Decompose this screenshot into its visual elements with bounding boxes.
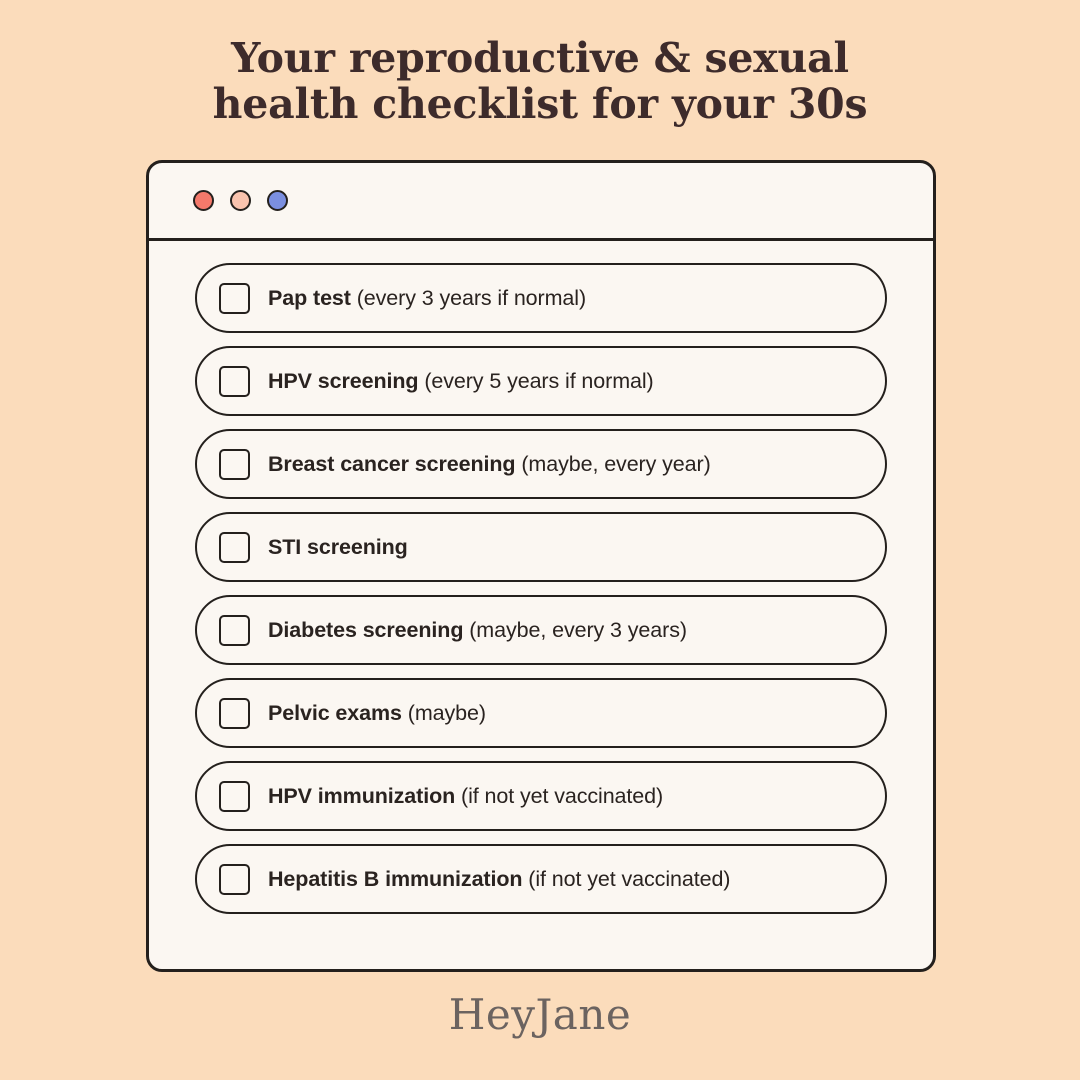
list-item-title: Pelvic exams <box>268 700 402 725</box>
page-title <box>0 36 1080 128</box>
list-item-label <box>268 534 408 561</box>
list-item-title: Diabetes screening <box>268 617 464 642</box>
list-item[interactable] <box>195 346 887 416</box>
page-title-line-2: health checklist for your 30s <box>212 79 868 128</box>
list-item[interactable] <box>195 263 887 333</box>
brand-logo <box>0 990 1080 1039</box>
window-titlebar <box>149 163 933 241</box>
list-item-note: (maybe, every year) <box>515 451 711 476</box>
list-item-title: HPV screening <box>268 368 419 393</box>
checkbox-sti-screening[interactable] <box>219 532 250 563</box>
checkbox-hpv-screening[interactable] <box>219 366 250 397</box>
list-item[interactable] <box>195 595 887 665</box>
list-item[interactable] <box>195 429 887 499</box>
list-item-label <box>268 783 663 810</box>
maximize-dot-icon[interactable] <box>267 190 288 211</box>
list-item-label <box>268 700 486 727</box>
list-item-note: (every 5 years if normal) <box>418 368 654 393</box>
list-item-title: STI screening <box>268 534 408 559</box>
list-item-note: (maybe) <box>401 700 486 725</box>
brand-name-part2: Jane <box>535 990 632 1039</box>
close-dot-icon[interactable] <box>193 190 214 211</box>
checkbox-pap-test[interactable] <box>219 283 250 314</box>
list-item-title: HPV immunization <box>268 783 456 808</box>
list-item[interactable] <box>195 844 887 914</box>
checkbox-hpv-immunization[interactable] <box>219 781 250 812</box>
list-item-title: Breast cancer screening <box>268 451 516 476</box>
checkbox-pelvic-exams[interactable] <box>219 698 250 729</box>
checkbox-breast-cancer-screening[interactable] <box>219 449 250 480</box>
checkbox-diabetes-screening[interactable] <box>219 615 250 646</box>
list-item[interactable] <box>195 512 887 582</box>
list-item[interactable] <box>195 678 887 748</box>
list-item-title: Pap test <box>268 285 351 310</box>
browser-window <box>146 160 936 972</box>
list-item-label <box>268 451 711 478</box>
list-item-label <box>268 368 654 395</box>
list-item-title: Hepatitis B immunization <box>268 866 523 891</box>
page-title-line-1: Your reproductive & sexual <box>231 34 849 82</box>
list-item[interactable] <box>195 761 887 831</box>
checklist <box>149 241 933 914</box>
list-item-note: (if not yet vaccinated) <box>522 866 731 891</box>
checkbox-hepatitis-b-immunization[interactable] <box>219 864 250 895</box>
list-item-note: (every 3 years if normal) <box>350 285 587 310</box>
list-item-label <box>268 617 687 644</box>
list-item-label <box>268 866 730 893</box>
minimize-dot-icon[interactable] <box>230 190 251 211</box>
list-item-label <box>268 285 586 312</box>
list-item-note: (if not yet vaccinated) <box>455 783 664 808</box>
brand-name-part1: Hey <box>448 990 536 1039</box>
list-item-note: (maybe, every 3 years) <box>463 617 687 642</box>
